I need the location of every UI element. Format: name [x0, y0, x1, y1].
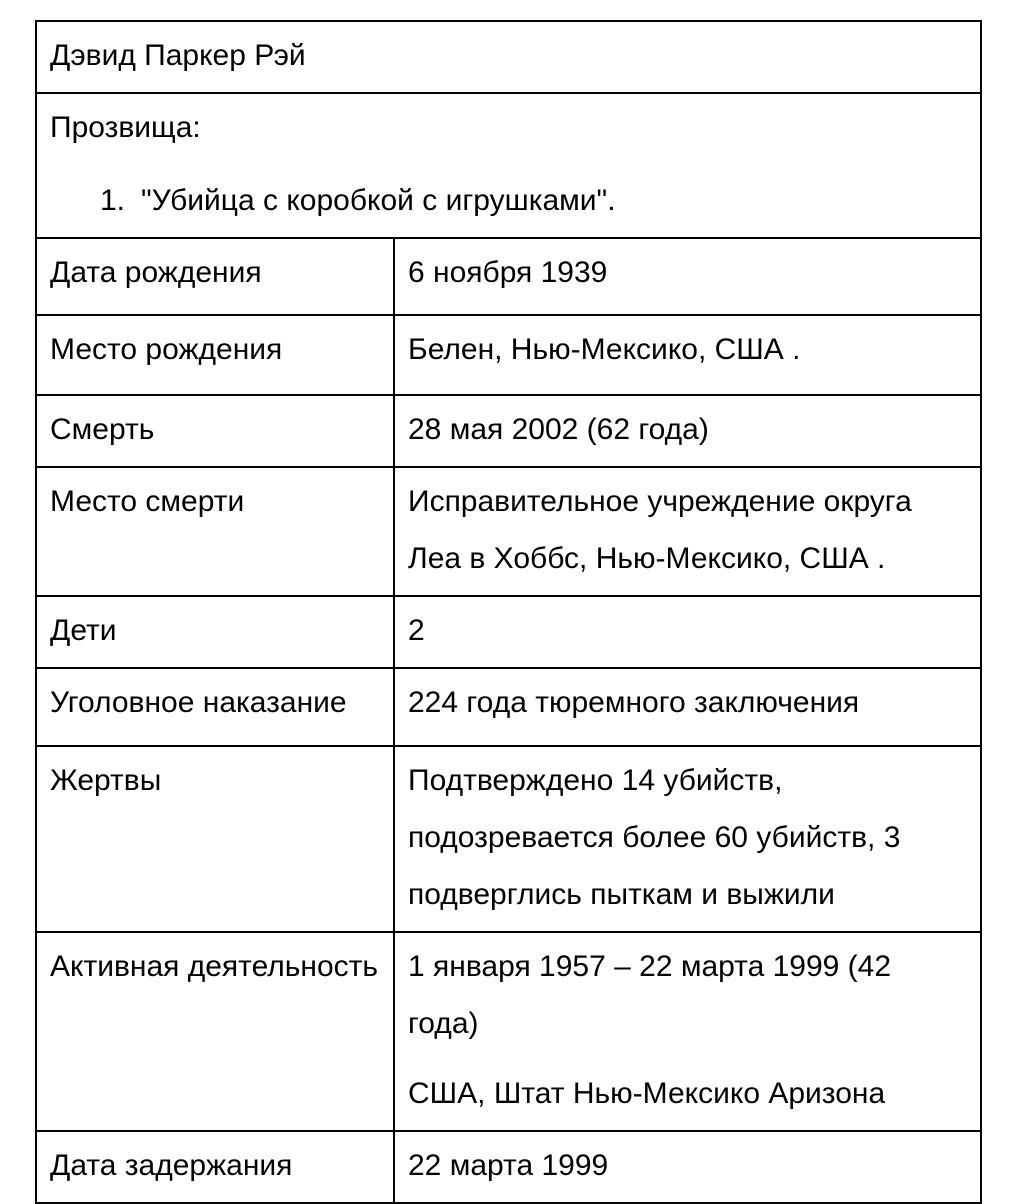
nickname-list-item — [50, 172, 966, 229]
row-label: Дата задержания — [37, 1132, 395, 1202]
row-value — [395, 669, 980, 745]
value-paragraph: Подтверждено 14 убийств, подозревается более 60 убийств, 3 подверглись пыткам и выжили — [408, 764, 901, 911]
row-label: Смерть — [37, 396, 395, 466]
table-row — [37, 22, 980, 92]
row-value — [395, 597, 980, 667]
table-row — [37, 931, 980, 1130]
person-name: Дэвид Паркер Рэй — [50, 39, 306, 72]
nicknames-cell — [37, 94, 980, 237]
table-row — [37, 595, 980, 667]
biography-table — [35, 20, 982, 1204]
row-value — [395, 396, 980, 466]
row-label: Активная деятельность — [37, 933, 395, 1130]
table-row — [37, 92, 980, 237]
value-paragraph: 2 — [408, 614, 425, 647]
value-paragraph: 224 года тюремного заключения — [408, 686, 860, 719]
table-row — [37, 314, 980, 394]
row-value — [395, 316, 980, 394]
row-label: Жертвы — [37, 747, 395, 931]
nicknames-label: Прозвища: — [50, 111, 201, 144]
row-label: Место рождения — [37, 316, 395, 394]
table-row — [37, 1130, 980, 1202]
value-paragraph: 28 мая 2002 (62 года) — [408, 413, 709, 446]
row-label: Дата рождения — [37, 239, 395, 314]
row-label: Место смерти — [37, 468, 395, 595]
row-value — [395, 1132, 980, 1202]
nickname-list-number: 1. — [100, 184, 126, 217]
nickname-text: "Убийца с коробкой с игрушками". — [141, 184, 616, 217]
table-row — [37, 745, 980, 931]
row-label: Дети — [37, 597, 395, 667]
value-paragraph: США, Штат Нью-Мексико Аризона — [408, 1077, 886, 1110]
value-paragraph: Белен, Нью-Мексико, США . — [408, 333, 801, 366]
table-row — [37, 237, 980, 314]
row-value — [395, 747, 980, 931]
row-label: Уголовное наказание — [37, 669, 395, 745]
value-paragraph: 6 ноября 1939 — [408, 256, 608, 289]
row-value — [395, 239, 980, 314]
table-row — [37, 466, 980, 595]
value-paragraph: Исправительное учреждение округа Леа в Хоббс, Нью-Мексико, США . — [408, 485, 912, 575]
row-value — [395, 933, 980, 1130]
table-row — [37, 667, 980, 745]
row-value — [395, 468, 980, 595]
value-paragraph: 22 марта 1999 — [408, 1149, 609, 1182]
table-row — [37, 394, 980, 466]
value-paragraph: 1 января 1957 – 22 марта 1999 (42 года) — [408, 950, 892, 1040]
